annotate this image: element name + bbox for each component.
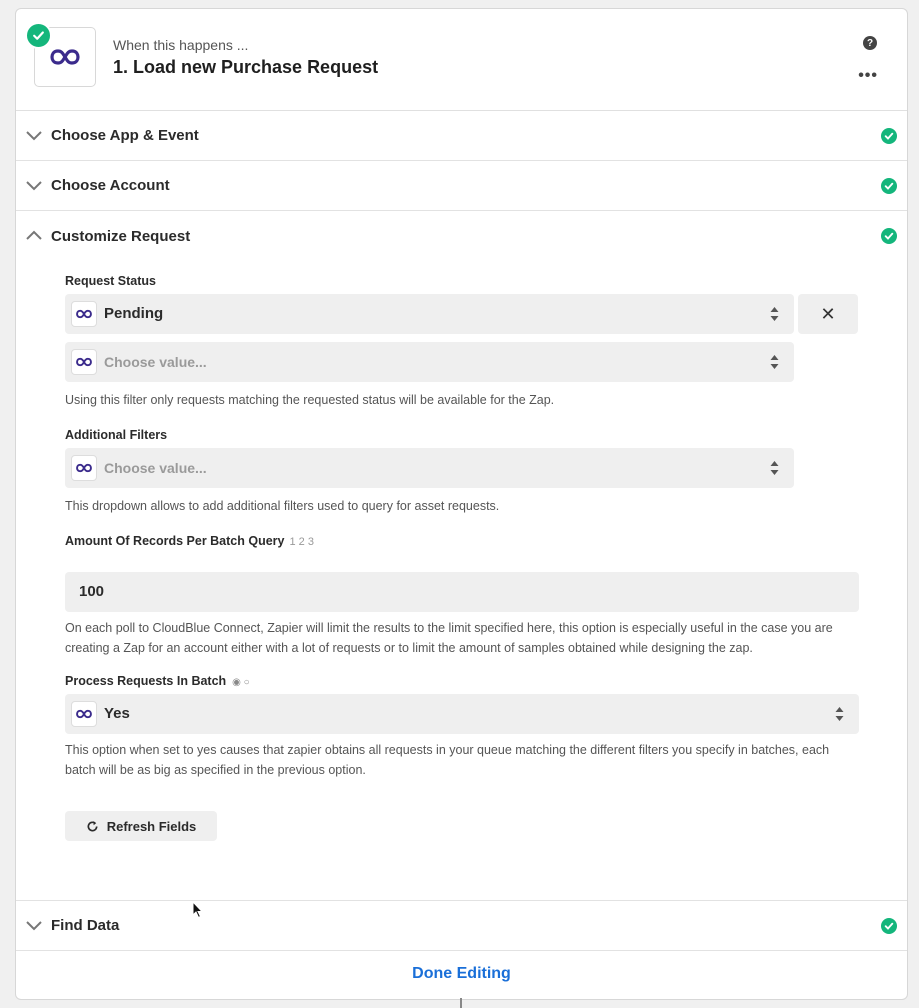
trigger-subtitle: When this happens ...	[113, 37, 249, 53]
process-in-batch-label	[65, 674, 250, 688]
zap-step-card	[15, 8, 908, 1000]
infinity-logo-icon	[71, 455, 97, 481]
infinity-logo-icon	[71, 301, 97, 327]
clear-value-button[interactable]: ✕	[798, 294, 858, 334]
section-label: Customize Request	[51, 227, 191, 245]
done-editing-button[interactable]: Done Editing	[412, 965, 511, 982]
process-in-batch-help: This option when set to yes causes that zapier obtains all requests in your queue matching the different filters you specify in batches, each batch will be as big as specified in the previous option.	[65, 743, 830, 777]
step-header[interactable]	[16, 9, 907, 111]
section-label: Choose Account	[51, 177, 170, 194]
section-label: Find Data	[51, 917, 120, 934]
help-icon[interactable]: ?	[863, 36, 877, 50]
additional-filters-label: Additional Filters	[65, 428, 168, 442]
process-in-batch-label-text: Process Requests In Batch	[65, 674, 227, 688]
request-status-add-select[interactable]	[65, 342, 794, 382]
refresh-icon	[86, 820, 99, 833]
chevron-down-icon	[25, 178, 43, 192]
section-label: Choose App & Event	[51, 127, 199, 144]
check-icon	[881, 128, 897, 144]
request-status-help: Using this filter only requests matching the requested status will be available for the Zap.	[65, 393, 555, 407]
section-find-data[interactable]	[16, 901, 907, 951]
section-choose-account[interactable]	[16, 161, 907, 211]
records-per-batch-input[interactable]	[65, 572, 859, 612]
sort-arrows-icon	[835, 706, 844, 722]
choose-value-placeholder: Choose value...	[104, 460, 207, 476]
step-title: 1. Load new Purchase Request	[113, 57, 379, 77]
boolean-type-hint: ◉ ○	[232, 677, 250, 688]
chevron-down-icon	[25, 128, 43, 142]
section-choose-app-event[interactable]	[16, 111, 907, 161]
choose-value-placeholder: Choose value...	[104, 354, 207, 370]
records-per-batch-help: On each poll to CloudBlue Connect, Zapier will limit the results to the limit specified here, this option is especially useful in the case you are creating a Zap for an account either with a lot of requests or to limit the amount of samples obtained while designing the zap.	[65, 621, 833, 655]
records-per-batch-value: 100	[79, 583, 105, 600]
check-icon	[881, 178, 897, 194]
number-type-hint: 1 2 3	[289, 536, 314, 548]
infinity-logo-icon	[71, 701, 97, 727]
check-icon	[881, 228, 897, 244]
check-icon	[881, 918, 897, 934]
chevron-up-icon	[25, 228, 43, 242]
additional-filters-help: This dropdown allows to add additional filters used to query for asset requests.	[65, 499, 500, 513]
refresh-fields-button[interactable]	[65, 811, 217, 841]
chevron-down-icon	[25, 918, 43, 932]
request-status-label: Request Status	[65, 274, 156, 288]
process-in-batch-value: Yes	[104, 705, 130, 722]
records-per-batch-label-text: Amount Of Records Per Batch Query	[65, 534, 285, 548]
step-connector-line	[460, 998, 462, 1008]
sort-arrows-icon	[770, 354, 779, 370]
infinity-logo-icon	[50, 48, 80, 66]
more-options-icon[interactable]: •••	[858, 67, 878, 84]
done-editing-area	[16, 949, 907, 999]
step-complete-check-icon	[25, 22, 52, 49]
request-status-value: Pending	[104, 305, 164, 322]
process-in-batch-select[interactable]	[65, 694, 859, 734]
customize-request-body	[16, 261, 907, 901]
infinity-logo-icon	[71, 349, 97, 375]
sort-arrows-icon	[770, 306, 779, 322]
section-customize-request[interactable]	[16, 211, 907, 261]
request-status-select[interactable]	[65, 294, 794, 334]
sort-arrows-icon	[770, 460, 779, 476]
records-per-batch-label	[65, 534, 314, 548]
additional-filters-select[interactable]	[65, 448, 794, 488]
refresh-fields-label: Refresh Fields	[106, 818, 197, 834]
